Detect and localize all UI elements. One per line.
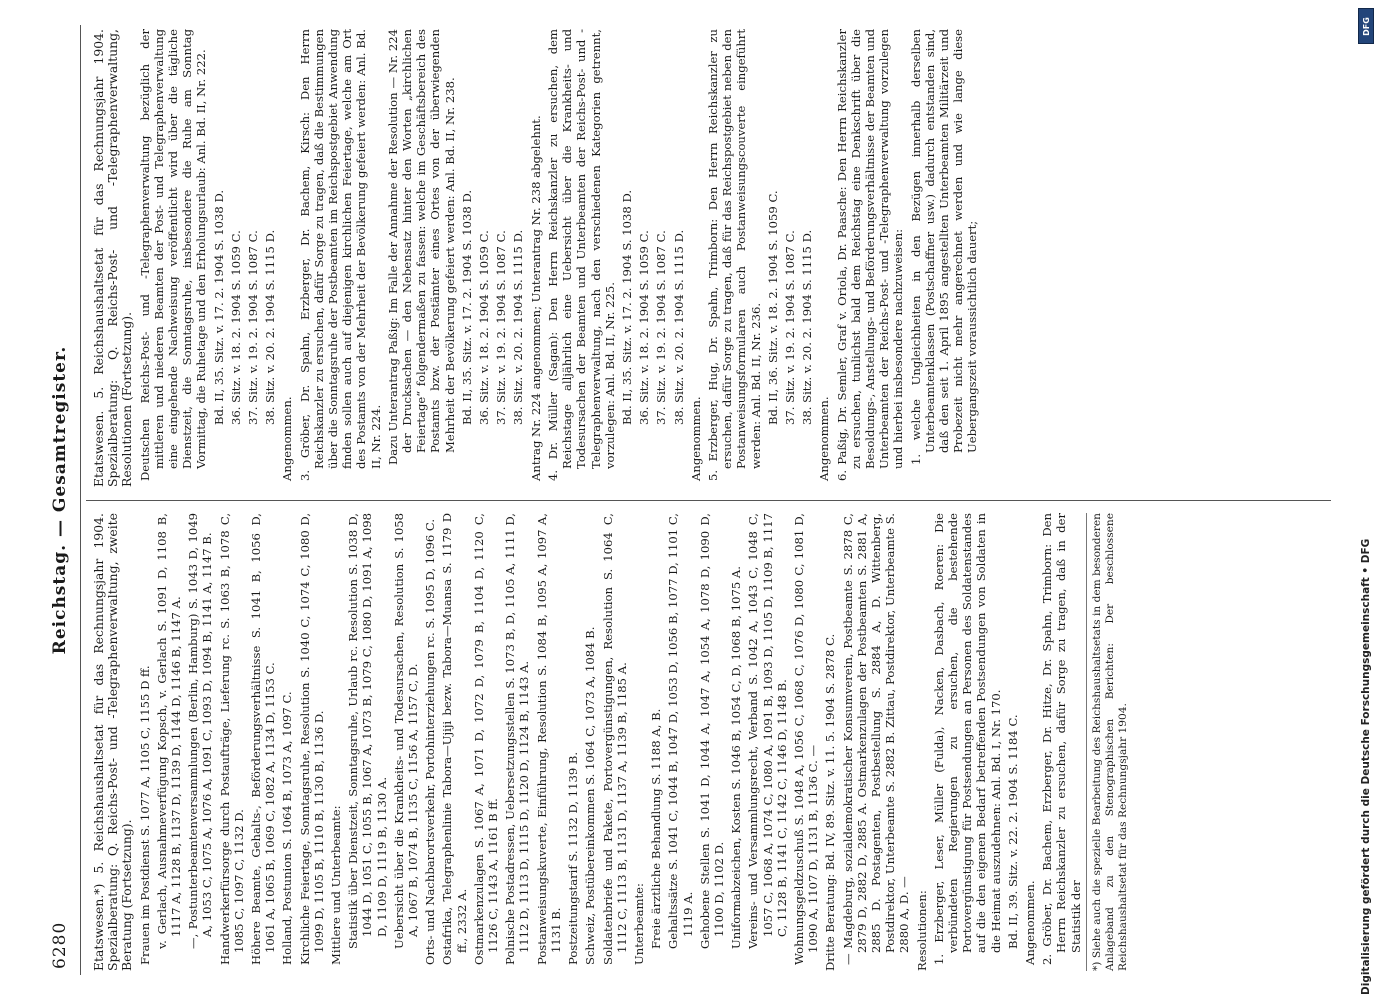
left-column-entry: 2. Gröber, Dr. Bachem, Erzberger, Dr. Hitze, Dr. Spahn, Trimborn: Den Herrn Reichskanzler zu ersuchen, dafür Sorge zu tragen, daß in der Statistik der — [1040, 513, 1083, 965]
left-column — [92, 513, 1133, 971]
left-column-entry: Gehobene Stellen S. 1041 D, 1044 A, 1047 A, 1054 A, 1078 D, 1090 D, 1100 D, 1102 D. — [697, 513, 726, 949]
left-column-entry: Vereins- und Versammlungsrecht, Verband S. 1042 A, 1043 C, 1048 C, 1057 C, 1068 A, 1074 C, 1080 A, 1091 B, 1093 D, 1105 D, 1109 B, 1117 C, 1128 B, 1141 C, 1142 C, 1146 D, 1148 B. — [746, 513, 789, 949]
left-column-entry: Höhere Beamte, Gehalts-, Beförderungsverhältnisse S. 1041 B, 1056 D, 1061 A, 1065 B, 1069 C, 1082 A, 1134 D, 1153 C. — [249, 513, 278, 965]
left-column-entry: Statistik über Dienstzeit, Sonntagsruhe, Urlaub rc. Resolution S. 1038 D, 1044 D, 1051 C, 1055 B, 1067 A, 1073 B, 1079 C, 1080 D, 1091 A, 1098 D, 1109 D, 1119 B, 1130 A. — [346, 513, 389, 949]
right-column-entry: 38. Sitz. v. 20. 2. 1904 S. 1115 D. — [800, 229, 815, 425]
right-column-entry: Deutschen Reichs-Post- und -Telegraphenverwaltung bezüglich der mittleren und niederen Beamten der Post- und Telegraphenverwaltung eine eingehende Nachweisung veröffentlicht wird über die tägliche Dienstzeit, die Sonntagsruhe, insbesondere die Ruhe am Sonntag Vormittag, die Ruhetage und den Erholungsurlaub: Anl. Bd. II, Nr. 222. — [137, 29, 209, 481]
left-column-entry: *) Siehe auch die spezielle Bearbeitung des Reichshaushaltsetats in dem besonderen Anlageband zu den Stenographischen Berichten: Der beschlossene Reichshaushaltsetat für das Rechnungsjahr 1904. — [1086, 513, 1130, 971]
right-column-entry: 6. Paßig, Dr. Semler, Graf v. Oriola, Dr. Paasche: Den Herrn Reichskanzler zu ersuchen, tunlichst bald dem Reichstag eine Denkschrift über die Besoldungs-, Anstellungs- und Beförderungsverhältnisse der Beamten und Unterbeamten der Reichs-Post- und -Telegraphenverwaltung vorzulegen und hierbei insbesondere nachzuweisen: — [834, 29, 906, 481]
left-column-entry: — Magdeburg, sozialdemokratischer Konsumverein, Postbeamte S. 2878 C, 2879 D, 2882 D, 2885 A. Ostmarkenzulagen der Postbeamten S. 2881 A, 2885 D. Postagenten, Postbestellung S. 2884 A, D. Wittenberg, Postdirektor, Unterbeamte S. 2882 B. Zittau, Postdirektor, Unterbeamte S. 2880 A, D. — — [840, 513, 912, 965]
right-column-entry: Angenommen. — [817, 396, 832, 481]
left-column-entry: Resolutionen: — [914, 890, 929, 971]
right-column-entry: 36. Sitz. v. 18. 2. 1904 S. 1059 C. — [228, 230, 243, 425]
right-column-entry: Angenommen. — [280, 396, 295, 481]
right-column — [92, 29, 983, 487]
header-rule — [80, 25, 81, 975]
left-column-entry: v. Gerlach, Ausnahmeverfügung Kopsch, v. Gerlach S. 1091 D, 1108 B, 1117 A, 1128 B, 1137 D, 1139 D, 1144 D, 1146 B, 1147 A. — [154, 513, 184, 949]
right-column-entry: 36. Sitz. v. 18. 2. 1904 S. 1059 C. — [477, 230, 492, 425]
right-column-entry: Bd. II, 35. Sitz. v. 17. 2. 1904 S. 1038 D. — [619, 189, 634, 425]
right-column-entry: 36. Sitz. v. 18. 2. 1904 S. 1059 C. — [637, 230, 652, 425]
left-column-entry: Uniformabzeichen, Kosten S. 1046 B, 1054 C, D, 1068 B, 1075 A. — [729, 566, 744, 949]
right-column-entry: 38. Sitz. v. 20. 2. 1904 S. 1115 D. — [671, 229, 686, 425]
right-column-entry: 1. welche Ungleichheiten in den Bezügen innerhalb derselben Unterbeamtenklassen (Postschaffner usw.) dadurch entstanden sind, daß den seit 1. April 1895 angestellten Unterbeamten Militärzeit und Probezeit nicht mehr angerechnet werden und wie lange diese Uebergangszeit voraussichtlich dauert; — [908, 29, 980, 465]
left-column-entry: Kirchliche Feiertage, Sonntagsruhe, Resolution S. 1040 C, 1074 C, 1080 D, 1099 D, 1105 B, 1110 B, 1130 B, 1136 D. — [297, 513, 326, 965]
left-column-entry: Bd. II, 39. Sitz. v. 22. 2. 1904 S. 1184 C. — [1005, 714, 1020, 949]
right-column-entry: Bd. II, 36. Sitz. v. 18. 2. 1904 S. 1059 C. — [765, 190, 780, 425]
left-column-entry: Unterbeamte: — [631, 883, 646, 965]
right-column-entry: Angenommen. — [688, 396, 703, 481]
left-column-entry: Polnische Postadressen, Uebersetzungsstellen S. 1073 B, D, 1105 A, 1111 D, 1112 D, 1113 D, 1115 D, 1120 D, 1124 B, 1143 A. — [503, 513, 532, 965]
left-column-entry: Postzeitungstarif S. 1132 D, 1139 B. — [566, 751, 581, 965]
left-column-entry: Ostmarkenzulagen S. 1067 A, 1071 D, 1072 D, 1079 B, 1104 D, 1120 C, 1126 C, 1143 A, 1161 B ff. — [471, 513, 501, 965]
right-column-entry: 38. Sitz. v. 20. 2. 1904 S. 1115 D. — [263, 229, 278, 425]
right-column-entry: Dazu Unterantrag Paßig: Im Falle der Annahme der Resolution — Nr. 224 der Drucksachen — den Nebensatz hinter den Worten „kirchlichen Feiertage“ folgendermaßen zu fassen: welche im Geschäftsbereich des Postamts bzw. der Postämter eines Ortes von der überwiegenden Mehrheit der Bevölkerung gefeiert werden: Anl. Bd. II, Nr. 238. — [385, 29, 457, 465]
right-column-entry: 3. Gröber, Dr. Spahn, Erzberger, Dr. Bachem, Kirsch: Den Herrn Reichskanzler zu ersuchen, dafür Sorge zu tragen, daß die Bestimmungen über die Sonntagsruhe der Postbeamten im Reichspostgebiet Anwendung finden sollen auch auf diejenigen kirchlichen Feiertage, welche am Ort des Postamts von der Mehrheit der Bevölkerung gefeiert werden: Anl. Bd. II, Nr. 224. — [297, 29, 383, 481]
left-column-entry: Schweiz, Postübereinkommen S. 1064 C, 1073 A, 1084 B. — [583, 626, 598, 965]
running-head — [46, 25, 76, 975]
right-column-entry: 37. Sitz. v. 19. 2. 1904 S. 1087 C. — [782, 230, 797, 425]
dfg-logo — [1358, 8, 1374, 44]
left-column-entry: Frauen im Postdienst S. 1077 A, 1105 C, 1155 D ff. — [137, 665, 152, 965]
right-column-entry: 37. Sitz. v. 19. 2. 1904 S. 1087 C. — [494, 230, 509, 425]
left-column-entry: Ostafrika, Telegraphenlinie Tabora—Ujiji bezw. Tabora—Muansa S. 1179 D ff., 2332 A. — [440, 513, 469, 965]
right-column-entry: 4. Dr. Müller (Sagan): Den Herrn Reichskanzler zu ersuchen, dem Reichstage alljährlich eine Uebersicht über die Krankheits- und Todesursachen der Beamten und Unterbeamten der Reichs-Post- und -Telegraphenverwaltung, nach den verschiedenen Kategorien getrennt, vorzulegen: Anl. Bd. II, Nr. 225. — [545, 29, 617, 481]
left-column-entry: —, Postunterbeamtenversammlungen (Berlin, Hamburg) S. 1043 D, 1049 A, 1053 C, 1075 A, 1076 A, 1091 C, 1093 D, 1094 B, 1141 A, 1147 B. — [186, 513, 215, 949]
left-column-entry: Freie ärztliche Behandlung S. 1188 A, B. — [649, 708, 664, 949]
left-column-entry: Orts- und Nachbarortsverkehr, Portohinterziehungen rc. S. 1095 D, 1096 C. — [423, 518, 438, 965]
right-column-entry: Bd. II, 35. Sitz. v. 17. 2. 1904 S. 1038 D. — [211, 189, 226, 425]
right-column-entry: 5. Erzberger, Hug, Dr. Spahn, Trimborn: Den Herrn Reichskanzler zu ersuchen, dafür Sorge zu tragen, daß für das Reichspostgebiet neben den Postanweisungsformularen auch Postanweisungscouverte eingeführt werden: Anl. Bd. II, Nr. 236. — [705, 29, 763, 481]
left-column-entry: Uebersicht über die Krankheits- und Todesursachen, Resolution S. 1058 A, 1067 B, 1074 B, 1135 C, 1156 A, 1157 C, D. — [391, 513, 421, 949]
left-column-entry: 1. Erzberger, Leser, Müller (Fulda), Nacken, Dasbach, Roeren: Die verbündeten Regierungen zu ersuchen, die bestehende Portovergünstigung für Postsendungen an Personen des Soldatenstandes auf die den eigenen Bedarf betreffenden Postsendungen von Soldaten in die Heimat auszudehnen: Anl. Bd. I, Nr. 170. — [931, 513, 1003, 965]
left-column-entry: Angenommen. — [1022, 880, 1037, 965]
right-column-entry: Bd. II, 35. Sitz. v. 17. 2. 1904 S. 1038 D. — [459, 189, 474, 425]
credit-text: Digitalisierung gefördert durch die Deutsche Forschungsgemeinschaft • DFG — [1360, 538, 1372, 995]
left-column-entry: Holland, Postunion S. 1064 B, 1073 A, 1097 C. — [280, 691, 295, 965]
left-column-entry: Postanweisungskuverte, Einführung, Resolution S. 1084 B, 1095 A, 1097 A, 1131 B. — [534, 513, 563, 965]
left-column-entry: Wohnungsgeldzuschuß S. 1048 A, 1056 C, 1068 C, 1076 D, 1080 C, 1081 D, 1090 A, 1107 D, 1131 B, 1136 C. — — [791, 513, 821, 965]
scanned-page — [46, 25, 1346, 975]
left-column-entry: Dritte Beratung: Bd. IV, 89. Sitz. v. 11. 5. 1904 S. 2878 C. — [823, 633, 838, 971]
right-column-entry: 37. Sitz. v. 19. 2. 1904 S. 1087 C. — [654, 230, 669, 425]
left-column-entry: Handwerkerfürsorge durch Postaufträge, Lieferung rc. S. 1063 B, 1078 C, 1085 C, 1097 C, 1132 D. — [217, 513, 246, 965]
right-column-entry: 38. Sitz. v. 20. 2. 1904 S. 1115 D. — [511, 229, 526, 425]
left-column-entry: Gehaltssätze S. 1041 C, 1044 B, 1047 D, 1053 D, 1056 B, 1077 D, 1101 C, 1119 A. — [666, 513, 695, 949]
page-title: Reichstag. — Gesamtregister. — [50, 345, 70, 655]
left-column-entry: Soldatenbriefe und Pakete, Portovergünstigungen, Resolution S. 1064 C, 1112 C, 1113 B, 1131 D, 1137 A, 1139 B, 1185 A. — [600, 513, 629, 965]
digitization-credit — [1352, 0, 1382, 1000]
column-divider — [86, 500, 1331, 501]
right-column-entry: Etatswesen. 5. Reichshaushaltsetat für das Rechnungsjahr 1904. Spezialberatung: Q. Reichs-Post- und -Telegraphenverwaltung, Resolutionen (Fortsetzung). — [91, 29, 135, 487]
page-number: 6280 — [50, 921, 70, 969]
left-column-entry: Etatswesen.*) 5. Reichshaushaltsetat für das Rechnungsjahr 1904. Spezialberatung: Q. Reichs-Post- und -Telegraphenverwaltung, zweite Beratung (Fortsetzung). — [91, 513, 135, 971]
right-column-entry: Antrag Nr. 224 angenommen; Unterantrag Nr. 238 abgelehnt. — [528, 115, 543, 481]
right-column-entry: 37. Sitz. v. 19. 2. 1904 S. 1087 C. — [246, 230, 261, 425]
left-column-entry: Mittlere und Unterbeamte: — [329, 805, 344, 965]
dfg-logo-text: DFG — [1361, 16, 1371, 36]
